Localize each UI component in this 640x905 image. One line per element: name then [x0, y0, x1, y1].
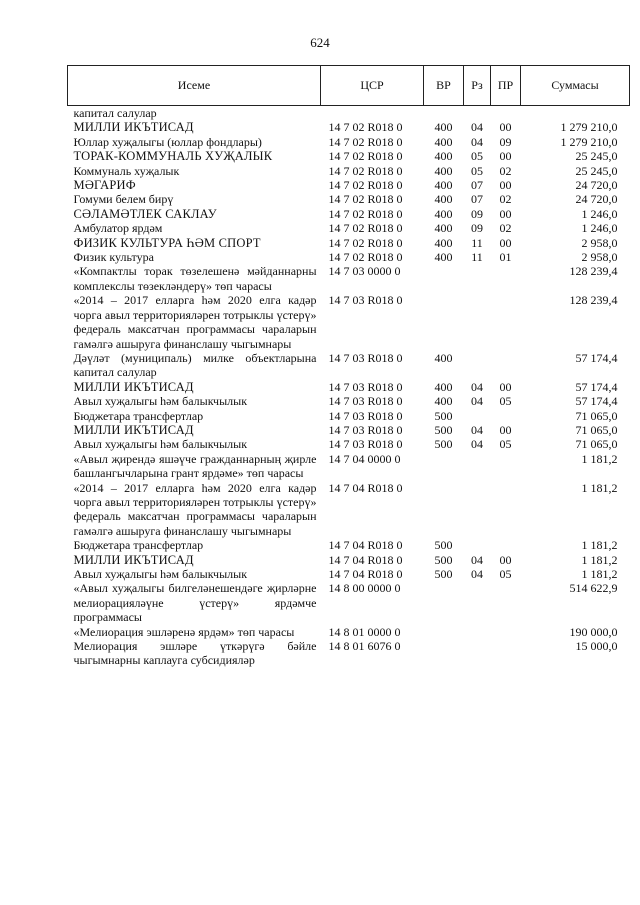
pr-cell: 00 [499, 422, 512, 437]
rz-cell [464, 581, 491, 624]
name-cell: Коммуналь хуҗалык [73, 163, 180, 178]
name-cell: «Авыл җирендә яшәүче гражданнарның җирле башлангычларына грант ярдәме» төп чарасы [73, 451, 317, 481]
table-row [68, 164, 630, 178]
csr-cell: 14 7 02 R018 0 [328, 134, 403, 149]
vr-cell: 400 [434, 206, 453, 221]
table-body [68, 106, 630, 668]
rz-cell [464, 351, 491, 380]
csr-cell: 14 7 02 R018 0 [328, 149, 403, 164]
vr-cell: 400 [434, 394, 453, 409]
name-cell: Бюджетара трансфертлар [73, 538, 204, 553]
rz-cell: 04 [471, 134, 483, 149]
vr-cell: 400 [434, 134, 453, 149]
vr-cell [424, 106, 464, 121]
sum-cell: 25 245,0 [575, 149, 618, 164]
name-cell: Дәүләт (муниципаль) милке объектларына капитал салулар [73, 350, 317, 380]
pr-cell: 02 [499, 221, 512, 236]
csr-cell: 14 7 02 R018 0 [328, 250, 403, 265]
vr-cell [424, 581, 464, 624]
name-cell: Гомуми белем бирү [73, 192, 174, 207]
table-row [68, 149, 630, 163]
sum-cell: 2 958,0 [581, 250, 618, 265]
table-row [68, 394, 630, 408]
vr-cell: 400 [434, 235, 453, 250]
sum-cell: 15 000,0 [575, 639, 618, 654]
csr-cell: 14 7 02 R018 0 [328, 178, 403, 193]
sum-cell: 57 174,4 [575, 379, 618, 394]
csr-cell: 14 7 04 0000 0 [328, 451, 401, 466]
sum-cell: 71 065,0 [575, 437, 618, 452]
name-cell: «Авыл хуҗалыгы билгеләнешендәге җирләрне мелиорацияләүне үстерү» ярдәмче программасы [73, 581, 317, 625]
table-row [68, 106, 630, 121]
rz-cell [464, 481, 491, 539]
name-cell: Авыл хуҗалыгы һәм балыкчылык [73, 567, 248, 581]
header-vr: ВР [424, 66, 464, 106]
name-cell: МӘГАРИФ [73, 178, 136, 193]
csr-cell [321, 106, 424, 121]
csr-cell: 14 7 04 R018 0 [328, 552, 403, 567]
sum-cell: 190 000,0 [569, 624, 618, 639]
pr-cell: 00 [499, 120, 512, 135]
table-row [68, 380, 630, 394]
name-cell: МИЛЛИ ИКЪТИСАД [73, 379, 194, 394]
csr-cell: 14 7 03 R018 0 [328, 422, 403, 437]
name-cell: ФИЗИК КУЛЬТУРА ҺӘМ СПОРТ [73, 235, 261, 250]
name-cell: Юллар хуҗалыгы (юллар фондлары) [73, 134, 262, 149]
pr-cell [491, 625, 521, 639]
rz-cell: 09 [471, 221, 483, 236]
vr-cell: 500 [434, 422, 453, 437]
header-name: Исеме [68, 66, 321, 106]
vr-cell: 400 [434, 149, 453, 164]
table-row [68, 178, 630, 192]
pr-cell [491, 264, 521, 293]
rz-cell: 04 [471, 120, 483, 135]
table-row [68, 553, 630, 567]
rz-cell: 04 [471, 379, 483, 394]
pr-cell [491, 538, 521, 552]
rz-cell: 04 [471, 437, 483, 452]
table-row [68, 250, 630, 264]
table-row [68, 264, 630, 293]
table-row [68, 567, 630, 581]
sum-cell: 1 181,2 [581, 552, 618, 567]
csr-cell: 14 7 03 R018 0 [328, 350, 403, 365]
csr-cell: 14 7 03 R018 0 [328, 408, 403, 423]
csr-cell: 14 8 00 0000 0 [328, 581, 401, 596]
pr-cell [491, 409, 521, 423]
rz-cell: 04 [471, 552, 483, 567]
pr-cell: 00 [499, 235, 512, 250]
name-cell: «Компактлы торак төзелешенә мәйданнарны комплекслы төзекләндерү» төп чарасы [73, 264, 317, 293]
name-cell: СӘЛАМӘТЛЕК САКЛАУ [73, 206, 217, 221]
pr-cell: 00 [499, 206, 512, 221]
table-row [68, 437, 630, 451]
vr-cell: 500 [434, 567, 453, 581]
sum-cell: 57 174,4 [575, 350, 618, 365]
rz-cell [464, 538, 491, 552]
header-sum: Суммасы [521, 66, 630, 106]
name-cell: Бюджетара трансфертлар [73, 408, 204, 423]
sum-cell: 1 181,2 [581, 567, 618, 581]
table-header [68, 66, 630, 106]
vr-cell [424, 452, 464, 481]
name-cell: «Мелиорация эшләренә ярдәм» төп чарасы [73, 624, 295, 639]
table-row [68, 581, 630, 624]
pr-cell: 01 [499, 250, 512, 265]
rz-cell [464, 452, 491, 481]
vr-cell [424, 625, 464, 639]
csr-cell: 14 7 04 R018 0 [328, 567, 403, 581]
csr-cell: 14 7 02 R018 0 [328, 235, 403, 250]
sum-cell: 71 065,0 [575, 422, 618, 437]
vr-cell: 400 [434, 120, 453, 135]
name-cell: Авыл хуҗалыгы һәм балыкчылык [73, 437, 248, 452]
rz-cell: 11 [471, 235, 483, 250]
rz-cell: 05 [471, 149, 483, 164]
rz-cell [464, 625, 491, 639]
sum-cell: 514 622,9 [569, 581, 618, 596]
name-cell: Амбулатор ярдәм [73, 221, 163, 236]
pr-cell [491, 106, 521, 121]
name-cell: капитал салулар [73, 106, 157, 120]
sum-cell: 1 181,2 [581, 480, 618, 495]
csr-cell: 14 7 03 R018 0 [328, 293, 403, 308]
name-cell: «2014 – 2017 елларга һәм 2020 елга кадәр чорга авыл территорияләрен тотрыклы үстерү» федераль максатчан программасы чараларын гамәлгә ашыруга финанслашу чыгымнары [73, 480, 317, 538]
name-cell: ТОРАК-КОММУНАЛЬ ХУҖАЛЫК [73, 149, 273, 164]
rz-cell: 04 [471, 567, 483, 581]
sum-cell: 24 720,0 [575, 178, 618, 193]
table-row [68, 351, 630, 380]
sum-cell: 1 181,2 [581, 538, 618, 553]
budget-table [67, 65, 630, 668]
table-row [68, 625, 630, 639]
sum-cell: 128 239,4 [569, 264, 618, 279]
rz-cell [464, 264, 491, 293]
pr-cell [491, 351, 521, 380]
vr-cell: 400 [434, 379, 453, 394]
page-number: 624 [310, 35, 330, 50]
table-row [68, 120, 630, 134]
csr-cell: 14 7 02 R018 0 [328, 192, 403, 207]
name-cell: Мелиорация эшләре үткәрүгә бәйле чыгымнарны каплауга субсидияләр [73, 639, 317, 668]
table-row [68, 538, 630, 552]
table-row [68, 207, 630, 221]
vr-cell: 400 [434, 350, 453, 365]
sum-cell: 1 181,2 [581, 451, 618, 466]
table-row [68, 135, 630, 149]
sum-cell: 1 246,0 [581, 206, 618, 221]
pr-cell: 02 [499, 163, 512, 178]
table-row [68, 221, 630, 235]
pr-cell [491, 293, 521, 351]
csr-cell: 14 7 02 R018 0 [328, 120, 403, 135]
vr-cell: 400 [434, 250, 453, 265]
vr-cell: 400 [434, 192, 453, 207]
pr-cell [491, 639, 521, 668]
vr-cell [424, 293, 464, 351]
sum-cell [521, 106, 630, 121]
name-cell: МИЛЛИ ИКЪТИСАД [73, 120, 194, 135]
vr-cell [424, 639, 464, 668]
csr-cell: 14 7 03 R018 0 [328, 394, 403, 409]
table-row [68, 639, 630, 668]
sum-cell: 1 246,0 [581, 221, 618, 236]
pr-cell: 09 [499, 134, 512, 149]
rz-cell: 05 [471, 163, 483, 178]
table-row [68, 409, 630, 423]
csr-cell: 14 7 02 R018 0 [328, 206, 403, 221]
name-cell: МИЛЛИ ИКЪТИСАД [73, 552, 194, 567]
rz-cell [464, 293, 491, 351]
name-cell: «2014 – 2017 елларга һәм 2020 елга кадәр чорга авыл территорияләрен тотрыклы үстерү» федераль максатчан программасы чараларын гамәлгә ашыруга финанслашу чыгымнары [73, 293, 317, 351]
csr-cell: 14 7 03 R018 0 [328, 437, 403, 452]
csr-cell: 14 7 04 R018 0 [328, 480, 403, 495]
csr-cell: 14 7 02 R018 0 [328, 163, 403, 178]
pr-cell: 00 [499, 379, 512, 394]
vr-cell: 400 [434, 163, 453, 178]
sum-cell: 71 065,0 [575, 408, 618, 423]
name-cell: Физик культура [73, 250, 154, 265]
pr-cell: 00 [499, 178, 512, 193]
table-row [68, 481, 630, 539]
csr-cell: 14 7 03 R018 0 [328, 379, 403, 394]
pr-cell: 00 [499, 149, 512, 164]
csr-cell: 14 7 02 R018 0 [328, 221, 403, 236]
sum-cell: 57 174,4 [575, 394, 618, 409]
rz-cell: 09 [471, 206, 483, 221]
vr-cell: 500 [434, 437, 453, 452]
rz-cell: 04 [471, 422, 483, 437]
rz-cell: 04 [471, 394, 483, 409]
name-cell: Авыл хуҗалыгы һәм балыкчылык [73, 394, 248, 409]
name-cell: МИЛЛИ ИКЪТИСАД [73, 422, 194, 437]
csr-cell: 14 7 04 R018 0 [328, 538, 403, 553]
vr-cell [424, 481, 464, 539]
rz-cell: 11 [471, 250, 483, 265]
csr-cell: 14 8 01 0000 0 [328, 624, 401, 639]
table-row [68, 293, 630, 351]
rz-cell [464, 106, 491, 121]
rz-cell [464, 639, 491, 668]
header-rz: Рз [464, 66, 491, 106]
vr-cell: 500 [434, 552, 453, 567]
rz-cell: 07 [471, 192, 483, 207]
csr-cell: 14 8 01 6076 0 [328, 639, 401, 654]
pr-cell: 02 [499, 192, 512, 207]
pr-cell: 05 [499, 394, 512, 409]
vr-cell: 400 [434, 221, 453, 236]
pr-cell: 05 [499, 567, 512, 581]
vr-cell [424, 264, 464, 293]
table-row [68, 452, 630, 481]
pr-cell [491, 452, 521, 481]
vr-cell: 500 [434, 408, 453, 423]
pr-cell [491, 581, 521, 624]
rz-cell [464, 409, 491, 423]
pr-cell [491, 481, 521, 539]
table-row [68, 236, 630, 250]
rz-cell: 07 [471, 178, 483, 193]
sum-cell: 128 239,4 [569, 293, 618, 308]
header-pr: ПР [491, 66, 521, 106]
vr-cell: 500 [434, 538, 453, 553]
csr-cell: 14 7 03 0000 0 [328, 264, 401, 279]
vr-cell: 400 [434, 178, 453, 193]
sum-cell: 1 279 210,0 [560, 134, 618, 149]
sum-cell: 25 245,0 [575, 163, 618, 178]
sum-cell: 24 720,0 [575, 192, 618, 207]
pr-cell: 00 [499, 552, 512, 567]
table-row [68, 192, 630, 206]
sum-cell: 1 279 210,0 [560, 120, 618, 135]
header-csr: ЦСР [321, 66, 424, 106]
sum-cell: 2 958,0 [581, 235, 618, 250]
table-row [68, 423, 630, 437]
pr-cell: 05 [499, 437, 512, 452]
